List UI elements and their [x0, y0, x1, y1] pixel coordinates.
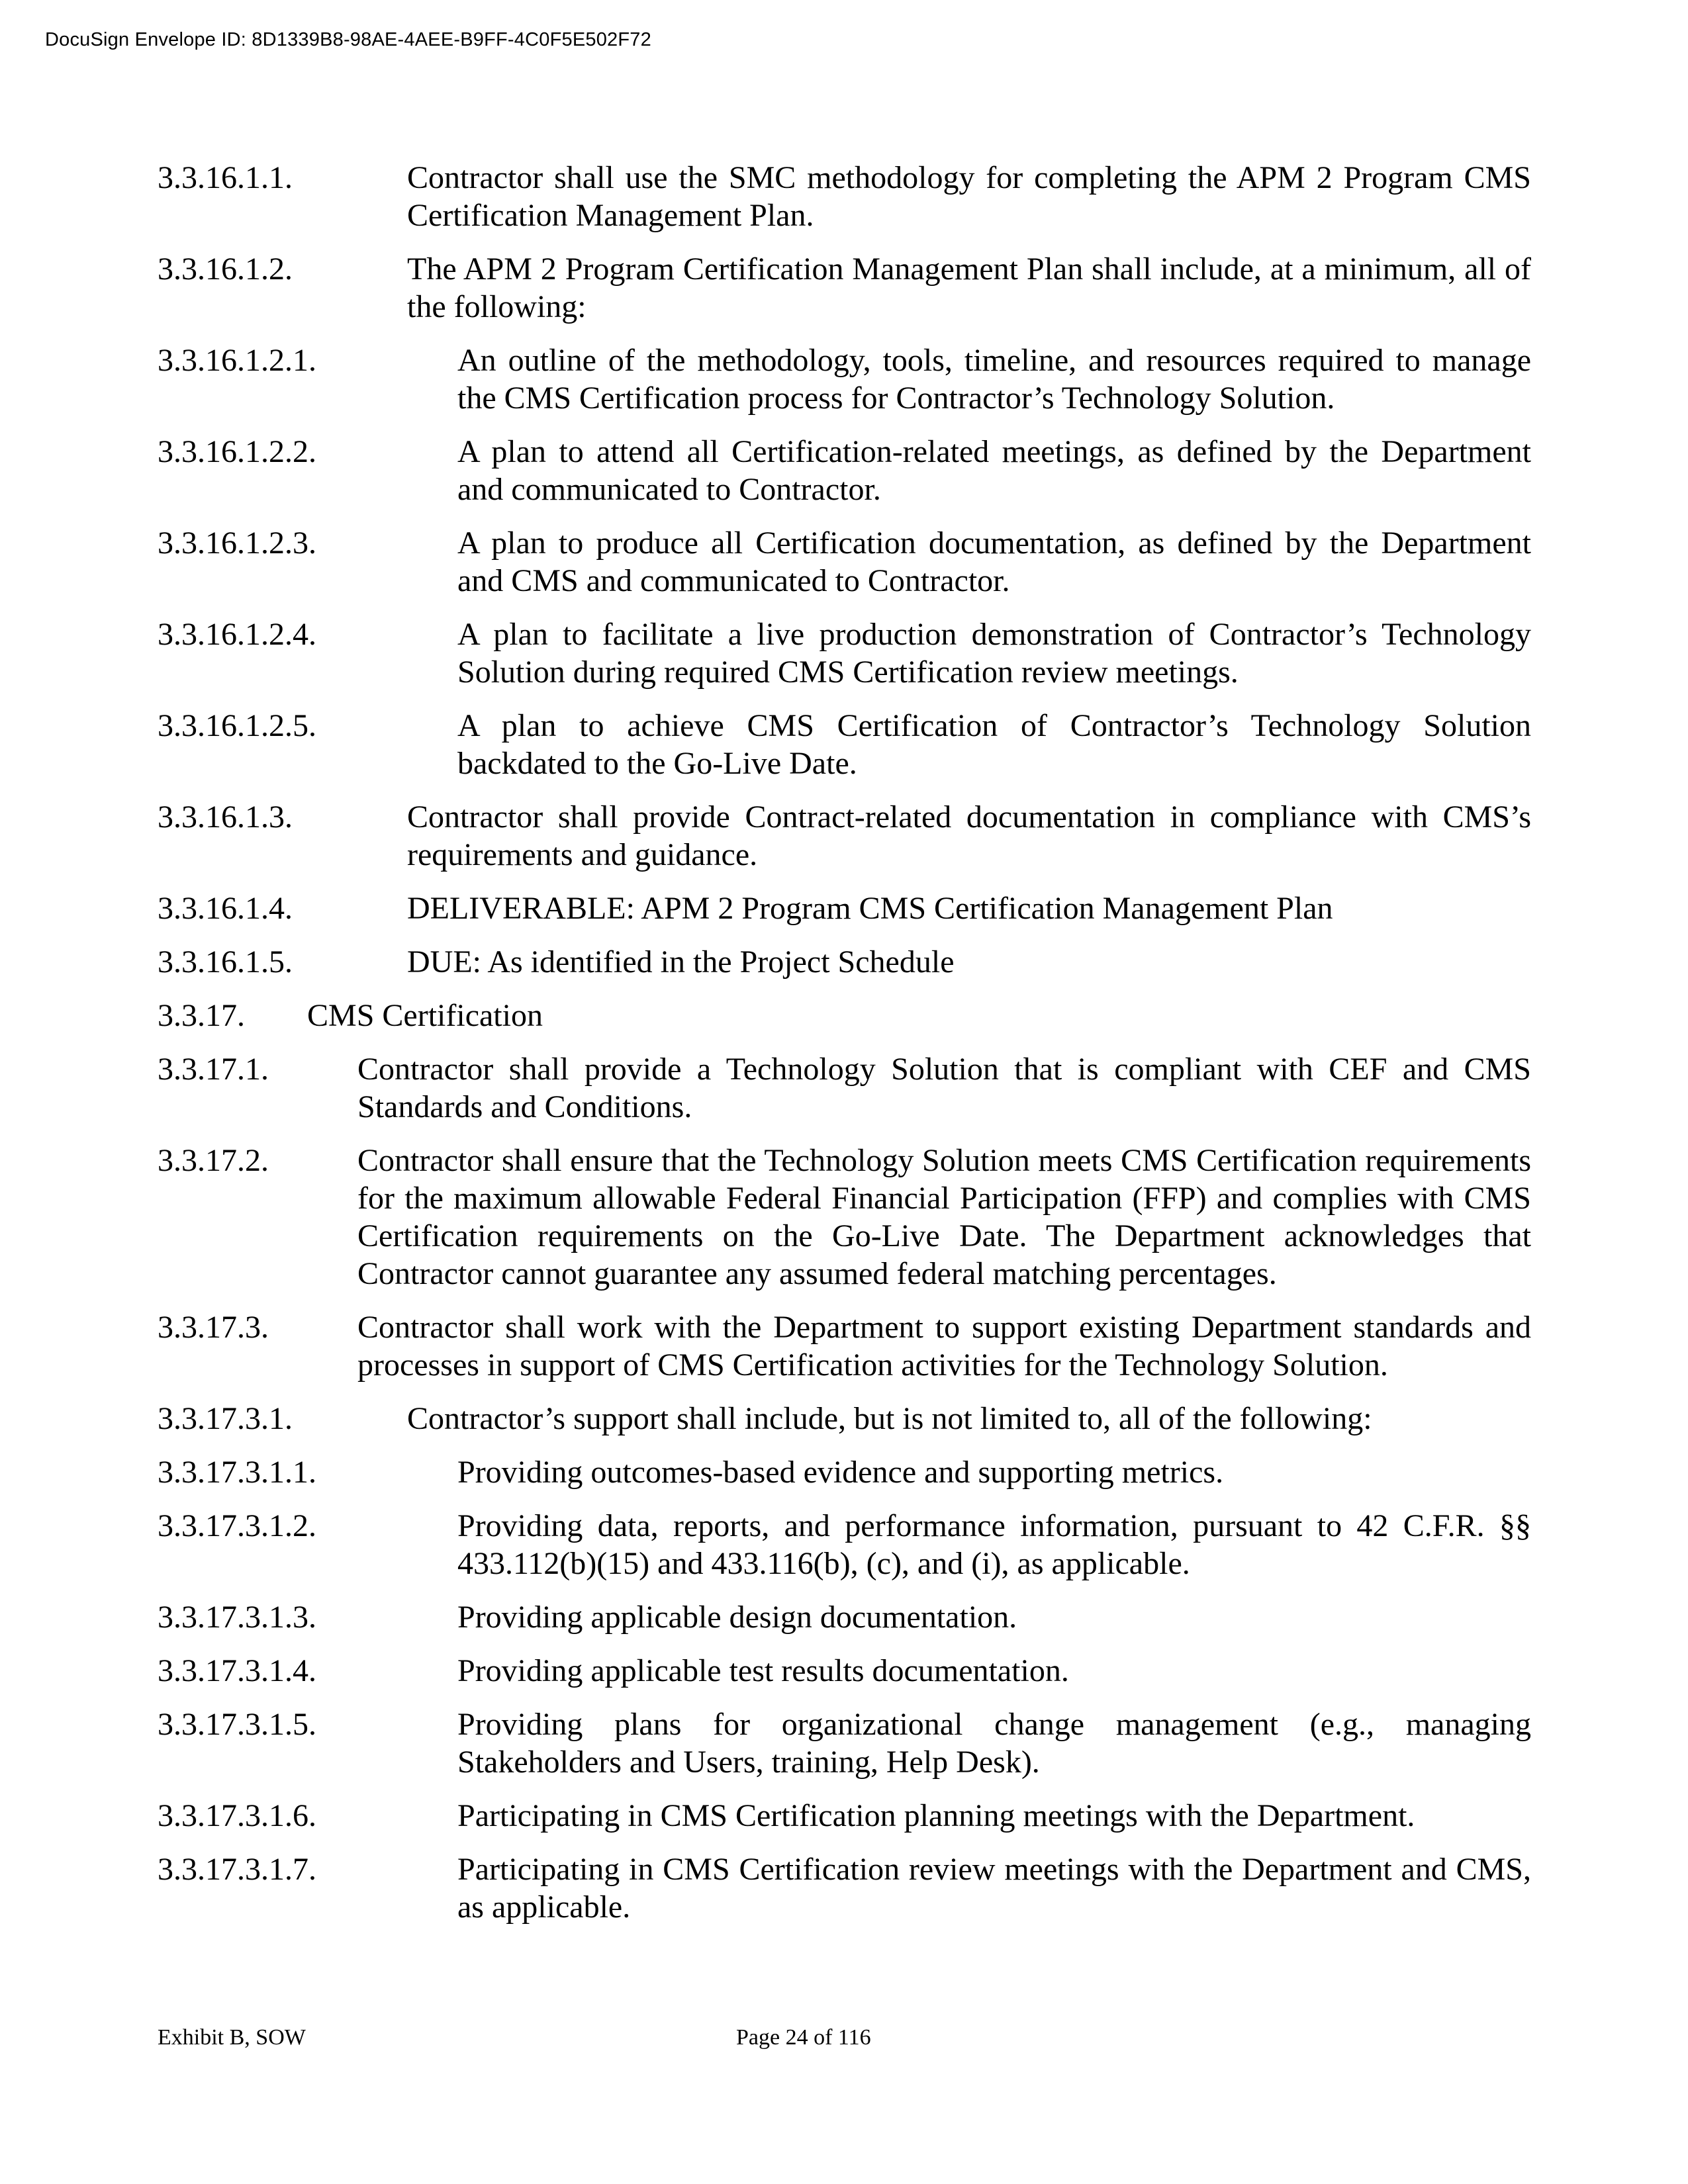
section-text: Contractor shall provide a Technology Solution that is compliant with CEF and CMS Standards and Conditions.: [357, 1052, 1531, 1124]
footer-page-number: Page 24 of 116: [736, 2025, 871, 2050]
section-item: [158, 433, 1531, 508]
section-text: Providing applicable test results documentation.: [457, 1653, 1069, 1688]
section-text: Providing data, reports, and performance information, pursuant to 42 C.F.R. §§ 433.112(b)(15) and 433.116(b), (c), and (i), as applicable.: [457, 1508, 1531, 1581]
section-item: [158, 1453, 1531, 1491]
section-number: 3.3.16.1.2.5.: [158, 708, 316, 743]
section-number: 3.3.17.1.: [158, 1052, 269, 1087]
section-text: Providing applicable design documentation.: [457, 1600, 1017, 1635]
section-text: Contractor shall work with the Department to support existing Department standards and processes in support of CMS Certification activities for the Technology Solution.: [357, 1310, 1531, 1383]
section-number: 3.3.17.3.1.: [158, 1401, 293, 1436]
section-item: [158, 1797, 1531, 1835]
section-number: 3.3.17.3.1.1.: [158, 1455, 316, 1490]
section-text: Participating in CMS Certification planning meetings with the Department.: [457, 1798, 1415, 1833]
section-number: 3.3.17.3.1.4.: [158, 1653, 316, 1688]
section-text: DUE: As identified in the Project Schedule: [407, 944, 955, 979]
section-text: Contractor’s support shall include, but is not limited to, all of the following:: [407, 1401, 1372, 1436]
section-text: DELIVERABLE: APM 2 Program CMS Certification Management Plan: [407, 891, 1333, 926]
section-item: [158, 524, 1531, 600]
section-text: Contractor shall provide Contract-related documentation in compliance with CMS’s requirements and guidance.: [407, 799, 1531, 872]
section-text: A plan to achieve CMS Certification of Contractor’s Technology Solution backdated to the Go-Live Date.: [457, 708, 1531, 781]
section-text: Providing plans for organizational change management (e.g., managing Stakeholders and Users, training, Help Desk).: [457, 1707, 1531, 1780]
section-number: 3.3.16.1.2.: [158, 251, 293, 287]
section-text: A plan to produce all Certification documentation, as defined by the Department and CMS and communicated to Contractor.: [457, 525, 1531, 598]
section-number: 3.3.16.1.3.: [158, 799, 293, 835]
section-item: [158, 1050, 1531, 1126]
section-item: [158, 159, 1531, 234]
docusign-envelope-id: DocuSign Envelope ID: 8D1339B8-98AE-4AEE-B9FF-4C0F5E502F72: [45, 29, 651, 50]
section-text: An outline of the methodology, tools, timeline, and resources required to manage the CMS Certification process for Contractor’s Technology Solution.: [457, 343, 1531, 416]
section-item: [158, 1598, 1531, 1636]
section-number: 3.3.17.3.1.3.: [158, 1600, 316, 1635]
section-item: [158, 1850, 1531, 1926]
section-text: Contractor shall use the SMC methodology for completing the APM 2 Program CMS Certification Management Plan.: [407, 160, 1531, 233]
section-number: 3.3.17.3.1.2.: [158, 1508, 316, 1543]
section-number: 3.3.17.3.1.5.: [158, 1707, 316, 1742]
section-text: Participating in CMS Certification review meetings with the Department and CMS, as applicable.: [457, 1852, 1531, 1925]
section-number: 3.3.16.1.5.: [158, 944, 293, 979]
document-body: [158, 159, 1531, 1942]
section-item: [158, 615, 1531, 691]
section-number: 3.3.16.1.2.3.: [158, 525, 316, 561]
section-text: Providing outcomes-based evidence and supporting metrics.: [457, 1455, 1224, 1490]
section-item: [158, 997, 1531, 1034]
section-item: [158, 1400, 1531, 1437]
section-number: 3.3.16.1.1.: [158, 160, 293, 195]
section-item: [158, 1706, 1531, 1781]
section-number: 3.3.16.1.2.2.: [158, 434, 316, 469]
section-number: 3.3.16.1.2.1.: [158, 343, 316, 378]
section-item: [158, 341, 1531, 417]
section-number: 3.3.17.3.: [158, 1310, 269, 1345]
section-number: 3.3.17.: [158, 998, 245, 1033]
section-text: A plan to facilitate a live production demonstration of Contractor’s Technology Solution during required CMS Certification review meetings.: [457, 617, 1531, 690]
section-item: [158, 707, 1531, 782]
section-text: Contractor shall ensure that the Technology Solution meets CMS Certification requirements for the maximum allowable Federal Financial Participation (FFP) and complies with CMS Certification requirements on the Go-Live Date. The Department acknowledges that Contractor cannot guarantee any assumed federal matching percentages.: [357, 1143, 1531, 1291]
section-item: [158, 1308, 1531, 1384]
section-number: 3.3.17.2.: [158, 1143, 269, 1178]
section-text: A plan to attend all Certification-related meetings, as defined by the Department and communicated to Contractor.: [457, 434, 1531, 507]
section-text: The APM 2 Program Certification Management Plan shall include, at a minimum, all of the following:: [407, 251, 1531, 324]
section-number: 3.3.16.1.2.4.: [158, 617, 316, 652]
footer-exhibit-label: Exhibit B, SOW: [158, 2025, 306, 2050]
section-item: [158, 250, 1531, 326]
section-item: [158, 1507, 1531, 1582]
section-item: [158, 943, 1531, 981]
section-item: [158, 889, 1531, 927]
section-item: [158, 798, 1531, 874]
section-item: [158, 1142, 1531, 1293]
section-item: [158, 1652, 1531, 1690]
section-number: 3.3.17.3.1.7.: [158, 1852, 316, 1887]
section-number: 3.3.16.1.4.: [158, 891, 293, 926]
section-number: 3.3.17.3.1.6.: [158, 1798, 316, 1833]
section-text: CMS Certification: [307, 998, 543, 1033]
